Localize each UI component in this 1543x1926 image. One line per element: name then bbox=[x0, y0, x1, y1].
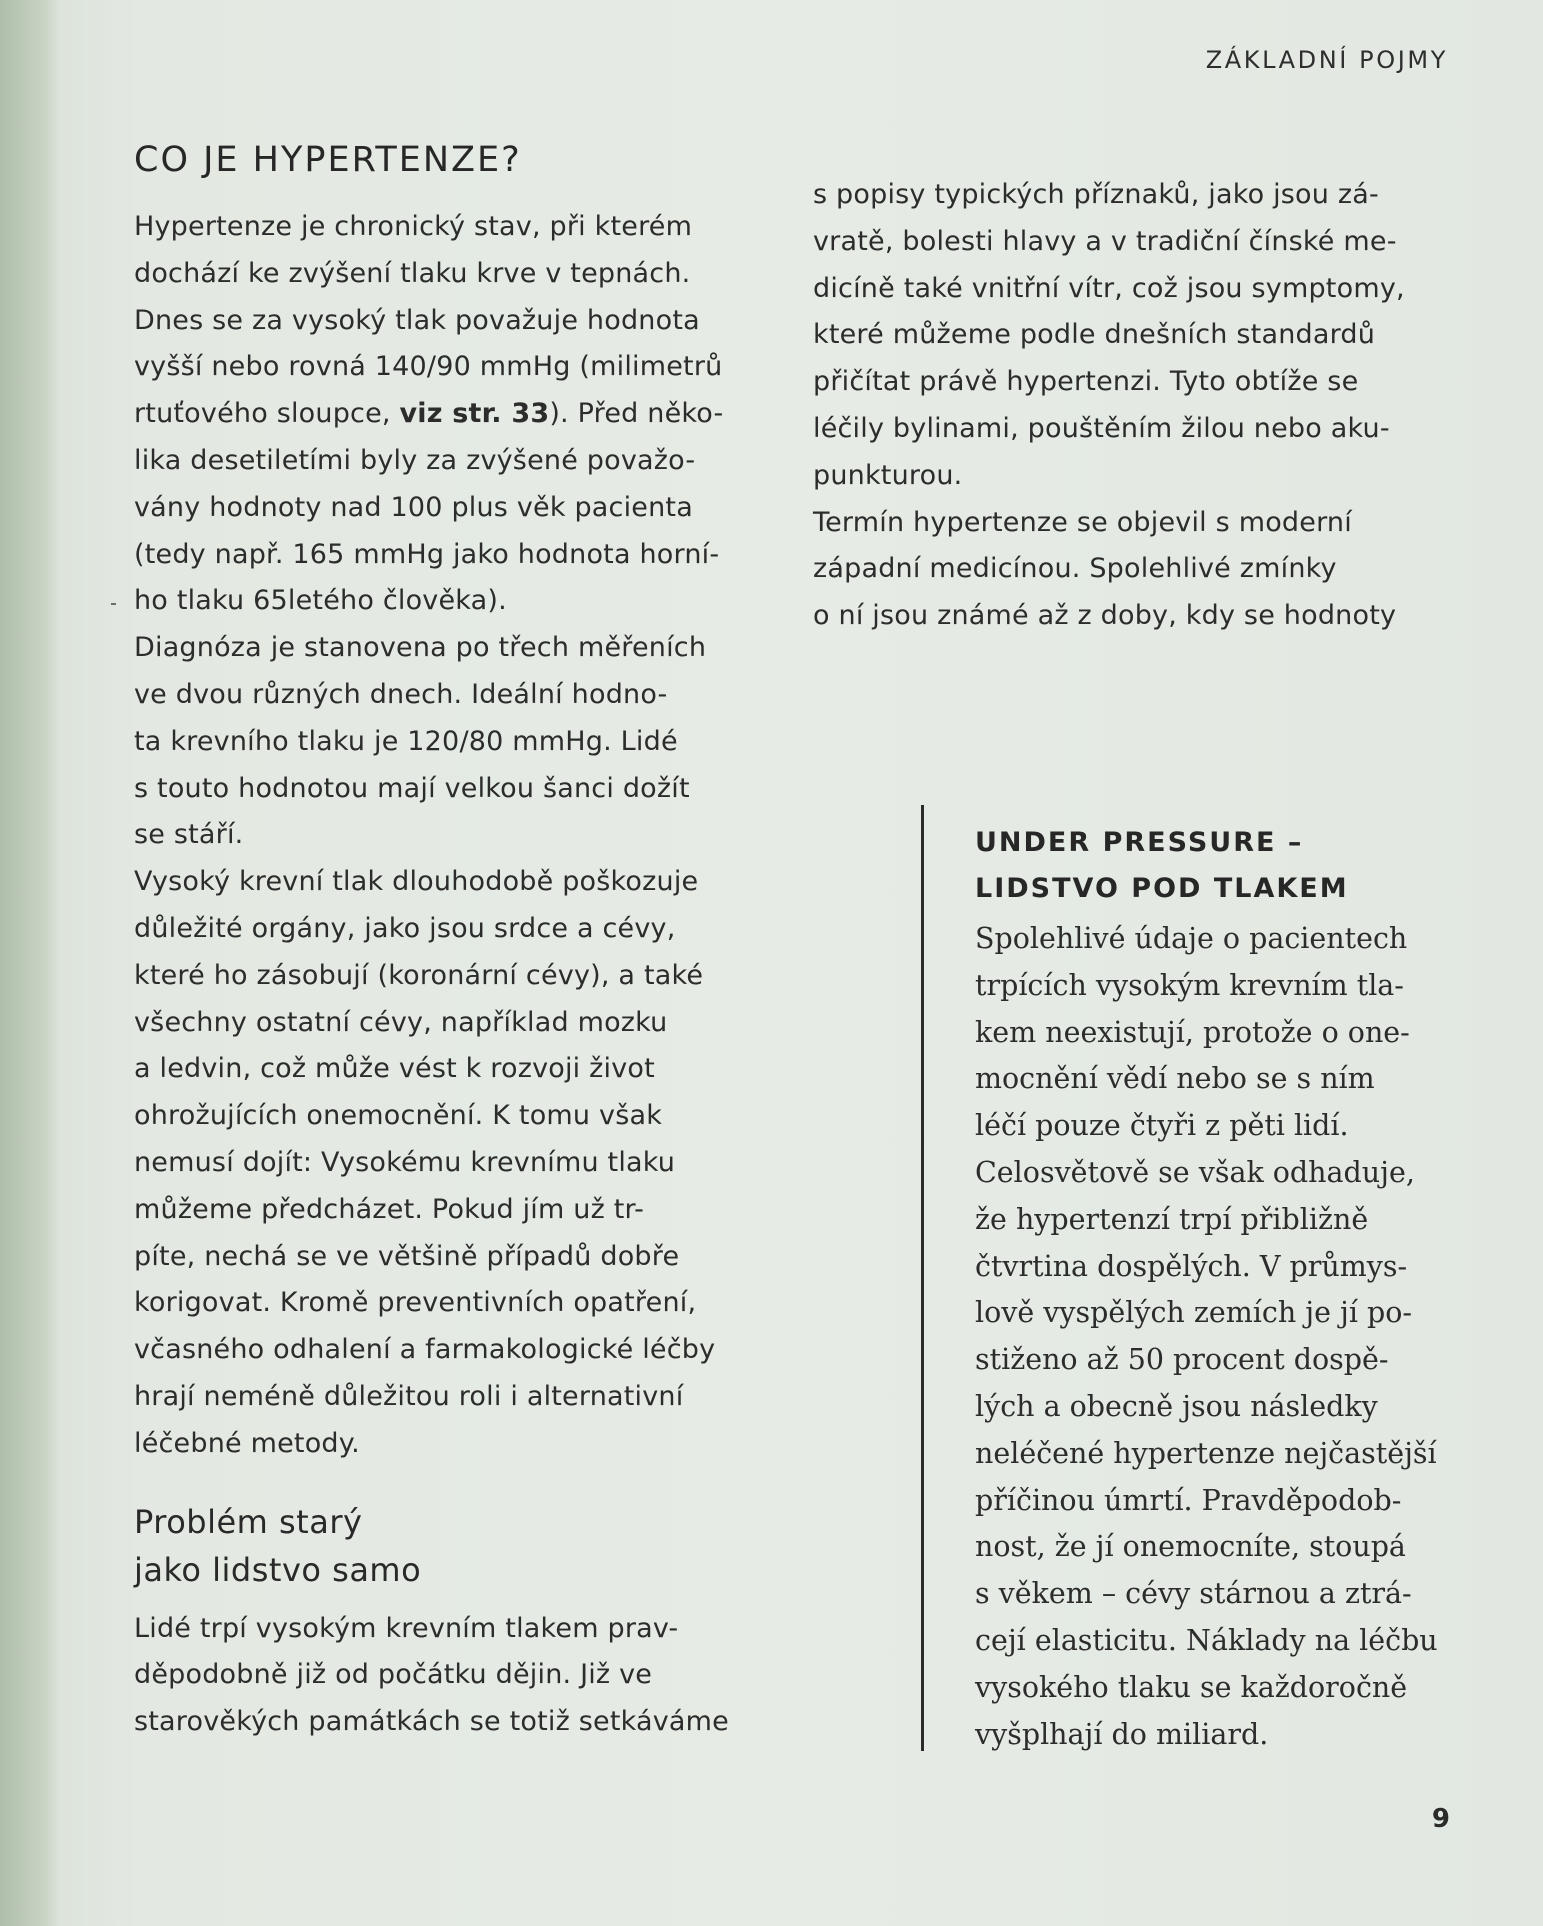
body-line: nemusí dojít: Vysokému krevnímu tlaku bbox=[134, 1146, 676, 1178]
body-line: dicíně také vnitřní vítr, což jsou symptomy, bbox=[813, 272, 1405, 304]
page-reference: viz str. 33 bbox=[399, 398, 550, 430]
body-line: Vysoký krevní tlak dlouhodobě poškozuje bbox=[134, 866, 699, 898]
sidebar-box bbox=[975, 820, 1445, 1758]
body-line: přičítat právě hypertenzi. Tyto obtíže se bbox=[813, 366, 1359, 398]
body-line: západní medicínou. Spolehlivé zmínky bbox=[813, 553, 1337, 585]
subheading-line: Problém starý bbox=[134, 1502, 363, 1541]
body-line: Termín hypertenze se objevil s moderní bbox=[813, 506, 1352, 538]
sidebar-line: léčí pouze čtyři z pěti lidí. bbox=[975, 1109, 1349, 1143]
left-body-part-2 bbox=[134, 438, 774, 1468]
ref-text-after: ). Před něko- bbox=[549, 398, 724, 430]
body-line: můžeme předcházet. Pokud jím už tr- bbox=[134, 1193, 645, 1225]
sidebar-line: Celosvětově se však odhaduje, bbox=[975, 1155, 1415, 1189]
left-body-part-1 bbox=[134, 204, 774, 438]
body-line: píte, nechá se ve většině případů dobře bbox=[134, 1240, 680, 1272]
body-line: ta krevního tlaku je 120/80 mmHg. Lidé bbox=[134, 725, 678, 757]
sidebar-line: vyšplhají do miliard. bbox=[975, 1717, 1269, 1751]
body-line: (tedy např. 165 mmHg jako hodnota horní- bbox=[134, 538, 720, 570]
stray-mark bbox=[111, 603, 116, 605]
body-line: léčily bylinami, pouštěním žilou nebo aku- bbox=[813, 412, 1390, 444]
body-line: starověkých památkách se totiž setkáváme bbox=[134, 1706, 729, 1738]
sidebar-heading-line: UNDER PRESSURE – bbox=[975, 827, 1304, 858]
sidebar-line: cejí elasticitu. Náklady na léčbu bbox=[975, 1623, 1438, 1657]
body-line: vratě, bolesti hlavy a v tradiční čínské me- bbox=[813, 225, 1397, 257]
page-number: 9 bbox=[1431, 1804, 1450, 1834]
sidebar-line: nost, že jí onemocníte, stoupá bbox=[975, 1530, 1406, 1564]
sidebar-line: lově vyspělých zemích je jí po- bbox=[975, 1296, 1413, 1330]
body-line: punkturou. bbox=[813, 459, 963, 491]
running-head: ZÁKLADNÍ POJMY bbox=[1205, 46, 1448, 74]
sidebar-line: čtvrtina dospělých. V průmys- bbox=[975, 1249, 1408, 1283]
sidebar-line: vysokého tlaku se každoročně bbox=[975, 1670, 1408, 1704]
right-column bbox=[813, 172, 1453, 640]
body-line: které ho zásobují (koronární cévy), a také bbox=[134, 959, 704, 991]
sidebar-line: kem neexistují, protože o one- bbox=[975, 1015, 1410, 1049]
body-line: děpodobně již od počátku dějin. Již ve bbox=[134, 1659, 653, 1691]
body-line: a ledvin, což může vést k rozvoji život bbox=[134, 1053, 655, 1085]
body-line: ve dvou různých dnech. Ideální hodno- bbox=[134, 678, 668, 710]
sidebar-line: neléčené hypertenze nejčastější bbox=[975, 1436, 1437, 1470]
left-column bbox=[134, 136, 774, 1746]
body-line: Hypertenze je chronický stav, při kterém bbox=[134, 211, 693, 242]
sidebar-line: mocnění vědí nebo se s ním bbox=[975, 1062, 1375, 1096]
body-line: ho tlaku 65letého člověka). bbox=[134, 585, 507, 617]
body-line: všechny ostatní cévy, například mozku bbox=[134, 1006, 668, 1038]
body-line: vány hodnoty nad 100 plus věk pacienta bbox=[134, 491, 693, 523]
body-line: korigovat. Kromě preventivních opatření, bbox=[134, 1287, 697, 1319]
body-line: lika desetiletími byly za zvýšené považo- bbox=[134, 444, 696, 476]
body-line: které můžeme podle dnešních standardů bbox=[813, 319, 1376, 351]
body-line: dochází ke zvýšení tlaku krve v tepnách. bbox=[134, 257, 691, 289]
body-line: léčebné metody. bbox=[134, 1427, 360, 1459]
sidebar-rule bbox=[921, 805, 924, 1751]
sidebar-line: s věkem – cévy stárnou a ztrá- bbox=[975, 1577, 1412, 1611]
body-line: důležité orgány, jako jsou srdce a cévy, bbox=[134, 912, 676, 944]
body-line-with-reference bbox=[134, 391, 774, 438]
body-line: o ní jsou známé až z doby, kdy se hodnoty bbox=[813, 600, 1397, 632]
body-line: se stáří. bbox=[134, 819, 244, 851]
ref-text-before: rtuťového sloupce, bbox=[134, 398, 400, 430]
body-line: Dnes se za vysoký tlak považuje hodnota bbox=[134, 304, 700, 336]
sidebar-line: příčinou úmrtí. Pravděpodob- bbox=[975, 1483, 1402, 1517]
body-line: hrají neméně důležitou roli i alternativní bbox=[134, 1380, 684, 1412]
sidebar-heading-line: LIDSTVO POD TLAKEM bbox=[975, 873, 1349, 904]
sidebar-line: stiženo až 50 procent dospě- bbox=[975, 1343, 1389, 1377]
sidebar-line: trpících vysokým krevním tla- bbox=[975, 968, 1404, 1002]
subheading-line: jako lidstvo samo bbox=[134, 1550, 422, 1589]
subheading bbox=[134, 1498, 774, 1594]
body-line: vyšší nebo rovná 140/90 mmHg (milimetrů bbox=[134, 351, 723, 383]
body-line: ohrožujících onemocnění. K tomu však bbox=[134, 1100, 663, 1132]
sidebar-line: Spolehlivé údaje o pacientech bbox=[975, 922, 1408, 955]
left-body-part-3 bbox=[134, 1606, 774, 1746]
body-line: včasného odhalení a farmakologické léčby bbox=[134, 1334, 716, 1366]
book-binding-edge bbox=[0, 0, 58, 1926]
section-title: CO JE HYPERTENZE? bbox=[134, 140, 522, 180]
body-line: Lidé trpí vysokým krevním tlakem prav- bbox=[134, 1612, 679, 1644]
sidebar-line: že hypertenzí trpí přibližně bbox=[975, 1202, 1369, 1236]
body-line: s popisy typických příznaků, jako jsou zá- bbox=[813, 179, 1379, 210]
body-line: Diagnóza je stanovena po třech měřeních bbox=[134, 632, 707, 664]
sidebar-line: lých a obecně jsou následky bbox=[975, 1389, 1378, 1423]
body-line: s touto hodnotou mají velkou šanci dožít bbox=[134, 772, 690, 804]
